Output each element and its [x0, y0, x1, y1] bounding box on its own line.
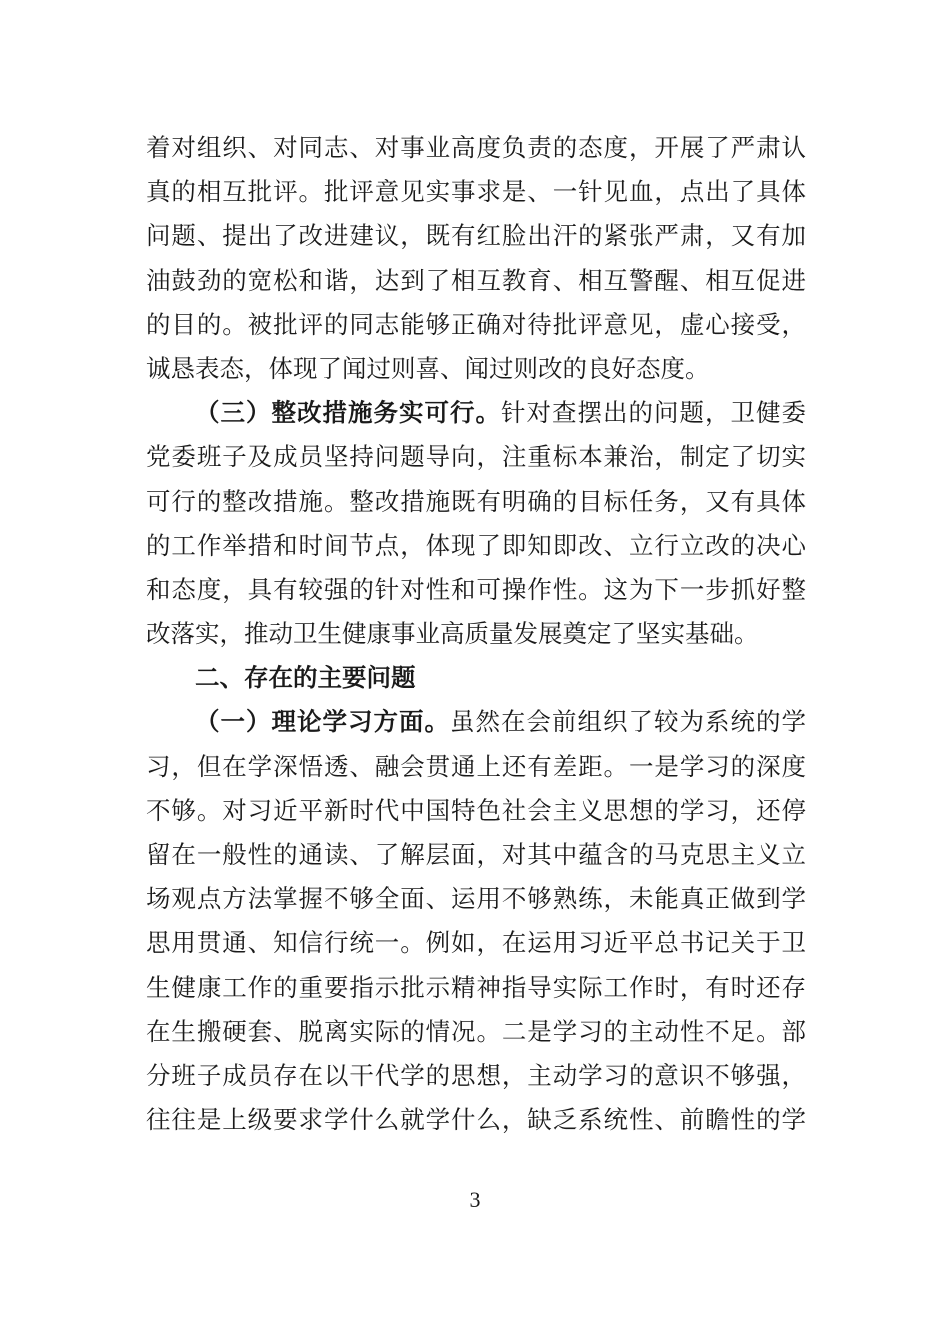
text-line: 思用贯通、知信行统一。例如，在运用习近平总书记关于卫	[146, 928, 806, 958]
text-line: 习，但在学深悟透、融会贯通上还有差距。一是学习的深度	[146, 751, 806, 781]
paragraph-lead: （一）理论学习方面。	[195, 707, 450, 737]
page-number: 3	[469, 1187, 481, 1212]
text-line: 着对组织、对同志、对事业高度负责的态度，开展了严肃认	[146, 133, 806, 162]
text-run: 虽然在会前组织了较为系统的学	[450, 707, 806, 737]
text-line: 在生搬硬套、脱离实际的情况。二是学习的主动性不足。部	[146, 1016, 806, 1046]
text-line: 分班子成员存在以干代学的思想，主动学习的意识不够强，	[146, 1060, 806, 1090]
section-heading: 二、存在的主要问题	[195, 663, 416, 693]
text-line: 和态度，具有较强的针对性和可操作性。这为下一步抓好整	[146, 574, 806, 604]
text-line: 留在一般性的通读、了解层面，对其中蕴含的马克思主义立	[146, 840, 806, 869]
text-line: 不够。对习近平新时代中国特色社会主义思想的学习，还停	[146, 795, 806, 825]
text-line: 可行的整改措施。整改措施既有明确的目标任务，又有具体	[146, 486, 806, 516]
text-line: 往往是上级要求学什么就学什么，缺乏系统性、前瞻性的学	[146, 1105, 806, 1135]
text-run: 针对查摆出的问题，卫健委	[501, 398, 806, 428]
text-line: 场观点方法掌握不够全面、运用不够熟练，未能真正做到学	[146, 884, 806, 914]
text-line	[146, 700, 806, 744]
text-line: 改落实，推动卫生健康事业高质量发展奠定了坚实基础。	[146, 619, 759, 649]
text-line: 的工作举措和时间节点，体现了即知即改、立行立改的决心	[146, 530, 806, 560]
text-line	[146, 391, 806, 435]
paragraph-lead: （三）整改措施务实可行。	[195, 398, 501, 428]
paragraph-rectification	[146, 391, 806, 656]
document-body	[146, 126, 806, 1142]
text-line: 的目的。被批评的同志能够正确对待批评意见，虚心接受，	[146, 309, 806, 339]
text-line: 诚恳表态，体现了闻过则喜、闻过则改的良好态度。	[146, 353, 710, 383]
text-line: 党委班子及成员坚持问题导向，注重标本兼治，制定了切实	[146, 442, 806, 472]
text-line: 油鼓劲的宽松和谐，达到了相互教育、相互警醒、相互促进	[146, 265, 806, 295]
paragraph-criticism	[146, 126, 806, 391]
text-line: 真的相互批评。批评意见实事求是、一针见血，点出了具体	[146, 177, 806, 207]
text-line: 生健康工作的重要指示批示精神指导实际工作时，有时还存	[146, 972, 806, 1002]
paragraph-theory-study	[146, 700, 806, 1142]
text-line: 问题、提出了改进建议，既有红脸出汗的紧张严肃，又有加	[146, 221, 806, 251]
